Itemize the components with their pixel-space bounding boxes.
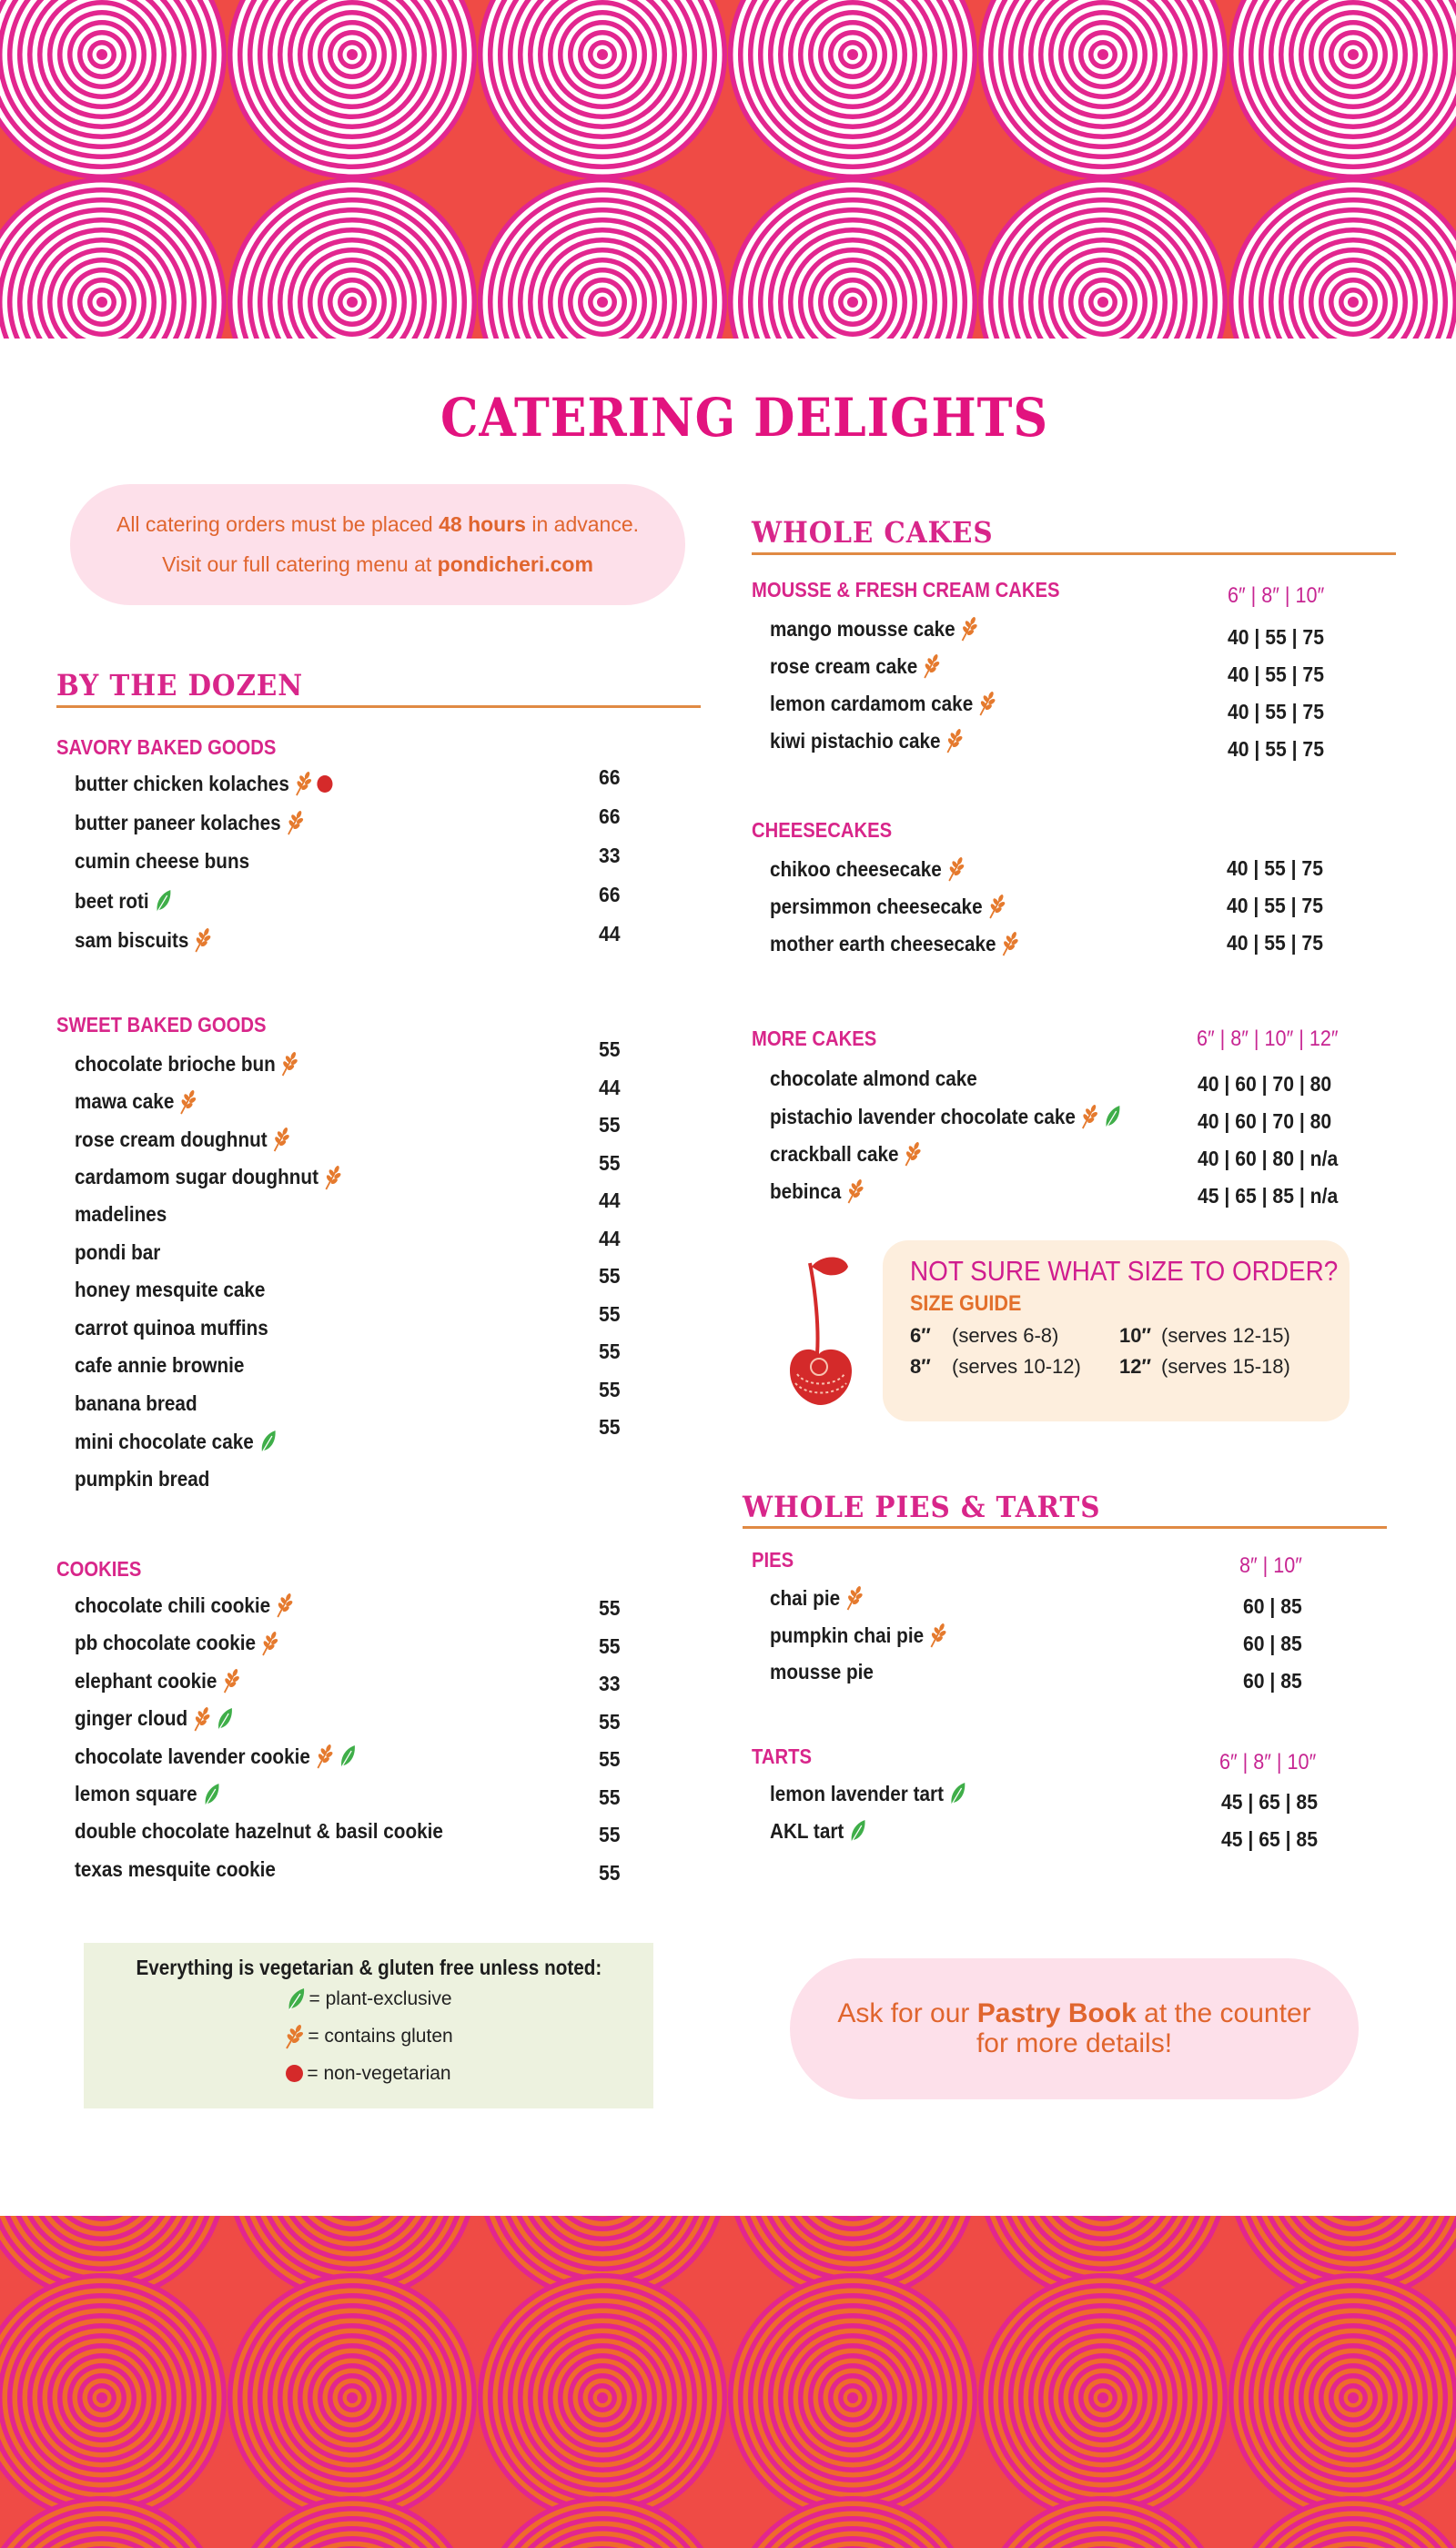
wheat-icon (286, 810, 304, 835)
item-name: sam biscuits (75, 927, 189, 952)
item-name: cafe annie brownie (75, 1353, 245, 1377)
wheat-icon (194, 927, 212, 953)
menu-item (770, 616, 978, 642)
item-price: 66 (599, 765, 621, 789)
item-name: lemon square (75, 1782, 197, 1805)
wheat-icon (280, 1051, 298, 1077)
item-price: 55 (599, 1264, 621, 1288)
item-name: banana bread (75, 1390, 197, 1415)
item-price: 55 (599, 1596, 621, 1620)
item-name: chocolate almond cake (770, 1067, 977, 1090)
menu-item (75, 1240, 160, 1265)
item-name: ginger cloud (75, 1706, 188, 1730)
item-name: pumpkin chai pie (770, 1623, 925, 1647)
wheat-icon (323, 1165, 341, 1190)
item-name: chikoo cheesecake (770, 856, 942, 881)
item-price: 60 | 85 (1243, 1632, 1302, 1655)
item-price: 45 | 65 | 85 | n/a (1198, 1184, 1339, 1208)
subsection-heading: CHEESECAKES (752, 818, 893, 842)
wheat-icon (904, 1141, 922, 1167)
item-name: mawa cake (75, 1089, 175, 1113)
legend-title: Everything is vegetarian & gluten free unless noted: (136, 1956, 602, 1979)
size-header: 6″ | 8″ | 10″ | 12″ (1197, 1026, 1339, 1051)
section-heading-pies-tarts: WHOLE PIES & TARTS (743, 1490, 1101, 1524)
menu-item (75, 1467, 209, 1491)
item-price: 55 (599, 1415, 621, 1439)
item-name: double chocolate hazelnut & basil cookie (75, 1819, 443, 1843)
website-link[interactable]: pondicheri.com (437, 552, 593, 576)
red-dot-icon (286, 2065, 303, 2082)
leaf-icon (154, 888, 172, 914)
wheat-icon (315, 1744, 333, 1769)
item-name: mother earth cheesecake (770, 931, 996, 956)
pastry-book-label: Pastry Book (976, 1998, 1137, 2028)
size-header: 8″ | 10″ (1239, 1553, 1302, 1578)
item-name: mousse pie (770, 1660, 874, 1684)
item-price: 44 (599, 1188, 621, 1212)
item-name: cumin cheese buns (75, 849, 250, 873)
size-header: 6″ | 8″ | 10″ (1228, 583, 1325, 608)
subsection-heading: PIES (752, 1548, 794, 1572)
menu-item (770, 1141, 922, 1167)
footer-pattern (0, 2216, 1456, 2548)
red-dot-icon (317, 775, 332, 793)
item-price: 55 (599, 1150, 621, 1175)
wheat-icon (276, 1592, 294, 1618)
leaf-icon (216, 1706, 234, 1732)
wheat-icon (946, 856, 965, 882)
menu-item (75, 888, 172, 914)
menu-item (75, 849, 249, 874)
leaf-icon (1104, 1104, 1122, 1129)
item-price: 33 (599, 844, 621, 867)
item-price: 40 | 60 | 70 | 80 (1198, 1109, 1332, 1133)
menu-item (75, 1051, 298, 1077)
notice-hours: 48 hours (439, 512, 526, 536)
item-price: 55 (599, 1823, 621, 1846)
item-price: 55 (599, 1340, 621, 1363)
menu-item (75, 1089, 197, 1115)
leaf-icon (258, 1429, 277, 1454)
item-price: 40 | 55 | 75 (1227, 894, 1323, 917)
menu-item (770, 653, 940, 679)
notice-line-1: All catering orders must be placed 48 hours in advance. (116, 512, 640, 536)
size-entry: 8″ (serves 10-12) (910, 1355, 1081, 1378)
item-price: 40 | 55 | 75 (1228, 662, 1324, 686)
item-price: 55 (599, 1860, 621, 1885)
item-price: 40 | 55 | 75 (1228, 737, 1324, 761)
item-name: butter chicken kolaches (75, 771, 289, 795)
menu-item (75, 1592, 293, 1618)
item-name: pondi bar (75, 1239, 161, 1264)
section-heading-whole-cakes: WHOLE CAKES (752, 515, 994, 550)
item-name: persimmon cheesecake (770, 894, 983, 918)
item-name: honey mesquite cake (75, 1278, 266, 1301)
menu-item (770, 1781, 966, 1806)
item-price: 55 (599, 1113, 621, 1137)
wheat-icon (179, 1089, 197, 1115)
menu-item (75, 1857, 276, 1882)
item-name: chocolate lavender cookie (75, 1744, 310, 1768)
menu-item (75, 1165, 341, 1190)
item-price: 55 (599, 1709, 621, 1734)
item-price: 66 (599, 804, 621, 828)
wheat-icon (846, 1178, 864, 1204)
wheat-icon (987, 894, 1006, 919)
item-price: 40 | 60 | 80 | n/a (1198, 1147, 1339, 1170)
item-name: pumpkin bread (75, 1466, 210, 1491)
item-price: 55 (599, 1037, 621, 1061)
item-name: beet roti (75, 888, 149, 913)
item-name: lemon cardamom cake (770, 691, 974, 715)
menu-item (770, 1178, 864, 1204)
item-name: pistachio lavender chocolate cake (770, 1104, 1076, 1128)
leaf-icon (286, 1987, 306, 2012)
menu-item (75, 1631, 278, 1656)
leaf-icon (849, 1818, 867, 1844)
item-price: 55 (599, 1301, 621, 1326)
menu-item (75, 771, 333, 796)
section-rule (752, 552, 1396, 555)
pastry-book-callout: Ask for our Pastry Book at the counter for more details! (790, 1958, 1359, 2099)
item-price: 66 (599, 883, 621, 906)
size-entry: 6″ (serves 6-8) (910, 1324, 1059, 1347)
menu-item (770, 1818, 866, 1844)
wheat-icon (1001, 931, 1019, 956)
menu-item (75, 1316, 268, 1340)
section-heading-by-the-dozen: BY THE DOZEN (56, 668, 304, 703)
menu-item (770, 728, 964, 753)
menu-item (75, 1819, 443, 1844)
menu-item (75, 1353, 244, 1378)
item-name: kiwi pistachio cake (770, 728, 941, 753)
concentric-circles-pattern (0, 2216, 1456, 2548)
item-price: 60 | 85 (1243, 1594, 1302, 1618)
item-price: 40 | 55 | 75 (1228, 700, 1324, 723)
advance-notice-box (70, 484, 685, 605)
size-header: 6″ | 8″ | 10″ (1219, 1750, 1317, 1774)
dietary-legend (84, 1943, 653, 2108)
menu-item (75, 1706, 234, 1732)
item-price: 45 | 65 | 85 (1221, 1827, 1318, 1851)
menu-item (75, 1127, 290, 1152)
menu-item (770, 1660, 874, 1684)
concentric-circles-pattern (0, 0, 1456, 339)
legend-plant: = plant-exclusive (84, 1980, 653, 2017)
wheat-icon (960, 616, 978, 642)
item-name: pb chocolate cookie (75, 1631, 256, 1654)
wheat-icon (294, 771, 312, 796)
menu-item (770, 1585, 863, 1611)
size-guide-subtitle: SIZE GUIDE (910, 1291, 1022, 1316)
wheat-icon (923, 653, 941, 679)
menu-item (770, 1104, 1121, 1129)
item-price: 40 | 55 | 75 (1227, 856, 1323, 880)
leaf-icon (338, 1744, 356, 1769)
size-guide-title: NOT SURE WHAT SIZE TO ORDER? (910, 1255, 1339, 1287)
item-price: 40 | 55 | 75 (1228, 625, 1324, 649)
leaf-icon (202, 1782, 220, 1807)
item-name: mango mousse cake (770, 616, 956, 641)
item-name: lemon lavender tart (770, 1781, 944, 1805)
wheat-icon (978, 691, 996, 716)
size-entry: 10″ (serves 12-15) (1119, 1324, 1290, 1347)
wheat-icon (193, 1706, 211, 1732)
menu-item (75, 1782, 220, 1807)
item-name: butter paneer kolaches (75, 810, 281, 834)
cherry-icon (784, 1254, 857, 1407)
item-name: chocolate brioche bun (75, 1051, 276, 1076)
menu-item (770, 931, 1019, 956)
wheat-icon (284, 2024, 304, 2049)
item-name: chai pie (770, 1585, 841, 1610)
item-price: 44 (599, 1226, 621, 1250)
item-name: cardamom sugar doughnut (75, 1165, 318, 1188)
item-name: rose cream cake (770, 653, 918, 678)
item-name: crackball cake (770, 1141, 899, 1166)
menu-item (770, 894, 1006, 919)
subsection-heading: COOKIES (56, 1557, 142, 1581)
item-price: 45 | 65 | 85 (1221, 1790, 1318, 1814)
item-price: 44 (599, 922, 621, 945)
item-price: 33 (599, 1672, 621, 1695)
wheat-icon (945, 728, 964, 753)
legend-nonveg: = non-vegetarian (84, 2055, 653, 2092)
item-name: madelines (75, 1202, 167, 1226)
menu-item (75, 1278, 265, 1302)
menu-item (75, 1391, 197, 1416)
item-price: 60 | 85 (1243, 1669, 1302, 1693)
page-title: CATERING DELIGHTS (440, 387, 1048, 449)
item-name: AKL tart (770, 1818, 844, 1843)
menu-item (770, 691, 996, 716)
menu-item (75, 810, 304, 835)
subsection-heading: MOUSSE & FRESH CREAM CAKES (752, 578, 1060, 602)
subsection-heading: SAVORY BAKED GOODS (56, 735, 277, 759)
section-rule (743, 1526, 1387, 1529)
section-rule (56, 705, 701, 708)
item-price: 55 (599, 1377, 621, 1401)
menu-item (75, 1668, 240, 1694)
wheat-icon (844, 1585, 863, 1611)
item-name: bebinca (770, 1178, 842, 1203)
leaf-icon (948, 1781, 966, 1806)
item-price: 44 (599, 1075, 621, 1099)
subsection-heading: TARTS (752, 1744, 812, 1768)
item-price: 40 | 60 | 70 | 80 (1198, 1072, 1332, 1096)
item-price: 40 | 55 | 75 (1227, 931, 1323, 955)
wheat-icon (260, 1631, 278, 1656)
item-name: chocolate chili cookie (75, 1592, 271, 1617)
wheat-icon (928, 1623, 946, 1648)
subsection-heading: MORE CAKES (752, 1026, 877, 1050)
notice-line-2: Visit our full catering menu at pondicheri.com (162, 552, 593, 576)
size-entry: 12″ (serves 15-18) (1119, 1355, 1290, 1378)
menu-item (75, 1202, 167, 1227)
legend-gluten: = contains gluten (84, 2017, 653, 2055)
subsection-heading: SWEET BAKED GOODS (56, 1013, 267, 1036)
item-name: elephant cookie (75, 1668, 217, 1693)
item-name: rose cream doughnut (75, 1127, 268, 1151)
size-guide-box (883, 1240, 1350, 1421)
menu-item (770, 1067, 977, 1091)
item-name: carrot quinoa muffins (75, 1315, 268, 1340)
item-price: 55 (599, 1747, 621, 1771)
menu-item (770, 856, 965, 882)
item-price: 55 (599, 1785, 621, 1809)
menu-item (75, 1744, 356, 1769)
menu-item (75, 1429, 277, 1454)
item-name: mini chocolate cake (75, 1429, 254, 1453)
menu-item (75, 927, 212, 953)
menu-item (770, 1623, 946, 1648)
wheat-icon (272, 1127, 290, 1152)
header-pattern (0, 0, 1456, 339)
wheat-icon (1080, 1104, 1098, 1129)
wheat-icon (222, 1668, 240, 1694)
item-price: 55 (599, 1633, 621, 1658)
size-guide-grid (910, 1324, 1350, 1379)
item-name: texas mesquite cookie (75, 1856, 276, 1881)
